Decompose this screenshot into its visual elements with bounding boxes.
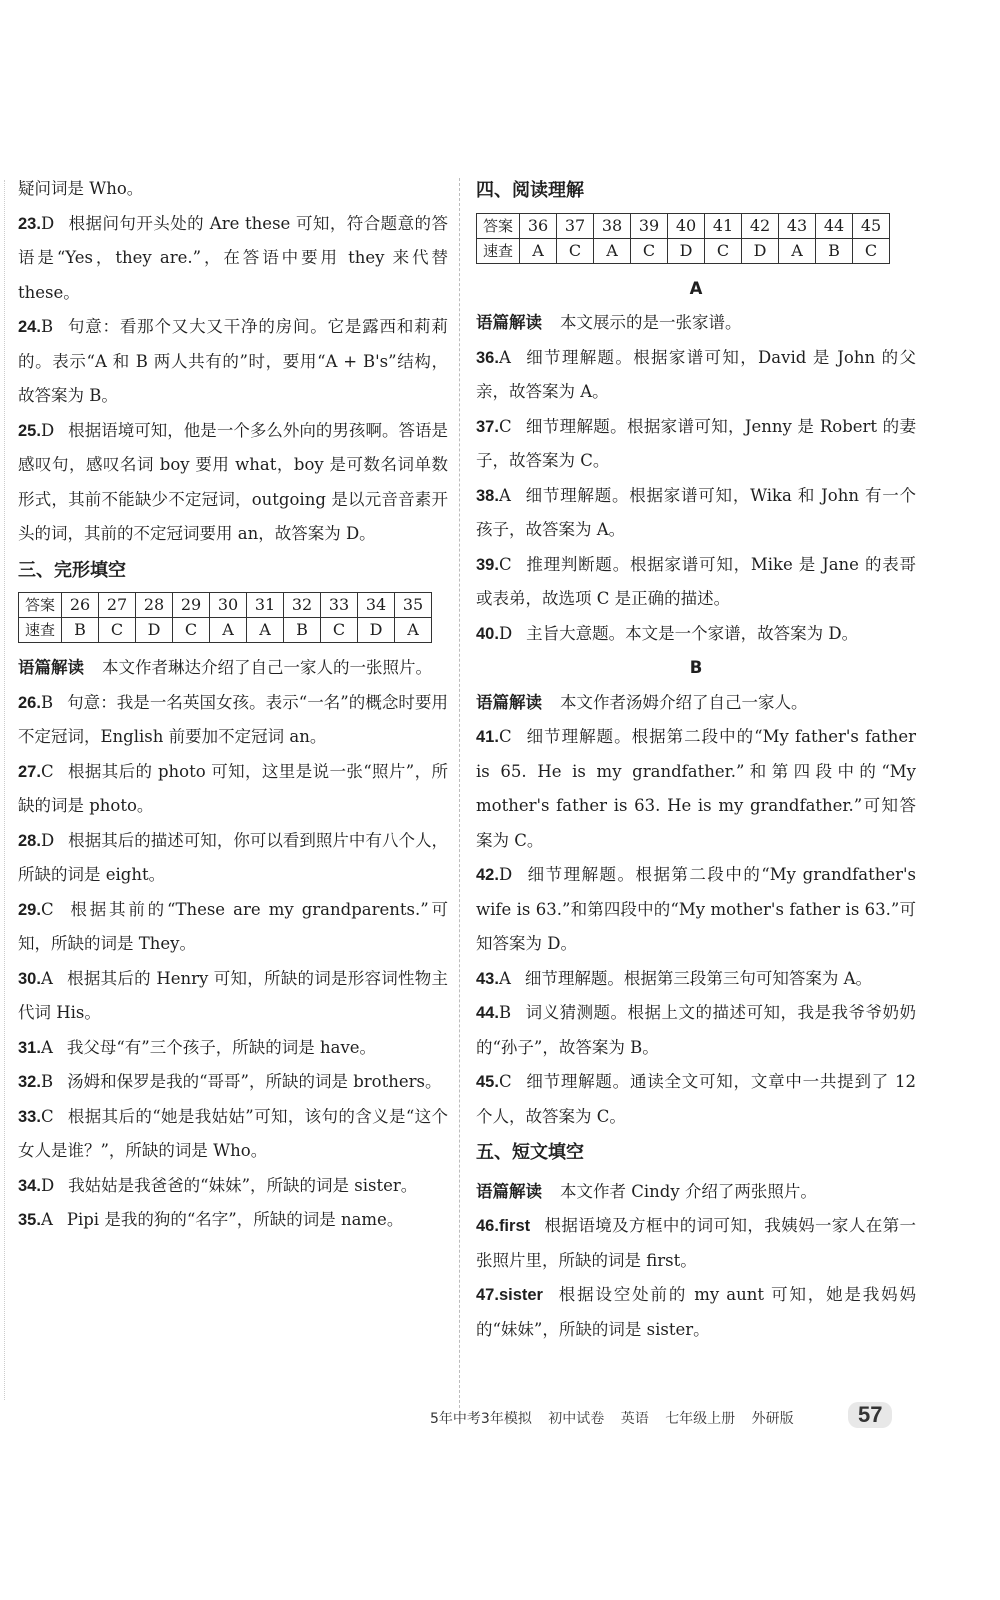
table-header-label: 答案	[477, 213, 520, 238]
answer-item: 37.C 细节理解题。根据家谱可知，Jenny 是 Robert 的妻子，故答案为 C。	[476, 416, 916, 470]
table-cell: C	[557, 238, 594, 263]
table-cell: 40	[668, 213, 705, 238]
answer-item: 32.B 汤姆和保罗是我的“哥哥”，所缺的词是 brothers。	[18, 1072, 442, 1091]
column-divider	[459, 178, 460, 1408]
table-cell: D	[136, 618, 173, 643]
answer-item: 38.A 细节理解题。根据家谱可知，Wika 和 John 有一个孩子，故答案为 A。	[476, 485, 916, 539]
table-cell: D	[358, 618, 395, 643]
answer-item: 47.sister 根据设空处前的 my aunt 可知，她是我妈妈的“妹妹”，所缺的词是 sister。	[476, 1285, 916, 1339]
reading-summary: 语篇解读 本文作者汤姆介绍了自己一家人。	[476, 692, 808, 712]
intro-line: 疑问词是 Who。	[18, 179, 144, 198]
table-cell: 33	[321, 593, 358, 618]
table-cell: 28	[136, 593, 173, 618]
table-cell: C	[321, 618, 358, 643]
table-cell: 31	[247, 593, 284, 618]
part-heading-b: B	[689, 658, 703, 677]
table-cell: C	[853, 238, 890, 263]
table-cell: C	[173, 618, 210, 643]
table-cell: 34	[358, 593, 395, 618]
answer-list-reading-b	[476, 720, 916, 1134]
page-edge-shadow	[4, 180, 7, 1400]
answer-item: 24.B 句意：看那个又大又干净的房间。它是露西和莉莉的。表示“A 和 B 两人共有的”时，要用“A + B's”结构，故答案为 B。	[18, 317, 448, 405]
table-cell: 30	[210, 593, 247, 618]
answer-item: 39.C 推理判断题。根据家谱可知，Mike 是 Jane 的表哥或表弟，故选项 C 是正确的描述。	[476, 554, 916, 608]
section-title-gap-fill: 五、短文填空	[476, 1142, 584, 1163]
table-row	[477, 213, 890, 238]
answer-item: 30.A 根据其后的 Henry 可知，所缺的词是形容词性物主代词 His。	[18, 968, 448, 1022]
answer-item: 28.D 根据其后的描述可知，你可以看到照片中有八个人，所缺的词是 eight。	[18, 830, 448, 884]
answer-item: 46.first 根据语境及方框中的词可知，我姨妈一家人在第一张照片里，所缺的词是 first。	[476, 1216, 916, 1270]
reading-summary: 语篇解读 本文展示的是一张家谱。	[476, 313, 742, 332]
table-cell: 27	[99, 593, 136, 618]
table-cell: C	[705, 238, 742, 263]
answer-item: 44.B 词义猜测题。根据上文的描述可知，我是我爷爷奶奶的“孙子”，故答案为 B。	[476, 1003, 916, 1057]
table-cell: 43	[779, 213, 816, 238]
left-column	[18, 172, 448, 1238]
table-cell: C	[99, 618, 136, 643]
answer-item: 27.C 根据其后的 photo 可知，这里是说一张“照片”，所缺的词是 photo。	[18, 761, 448, 815]
table-cell: C	[631, 238, 668, 263]
table-row-label: 速查	[19, 618, 62, 643]
answer-item: 26.B 句意：我是一名英国女孩。表示“一名”的概念时要用不定冠词，English 前要加不定冠词 an。	[18, 692, 448, 746]
table-cell: D	[668, 238, 705, 263]
table-cell: 37	[557, 213, 594, 238]
right-column	[476, 172, 916, 1347]
table-header-label: 答案	[19, 593, 62, 618]
answer-item: 23.D 根据问句开头处的 Are these 可知，符合题意的答语是“Yes，they are.”，在答语中要用 they 来代替 these。	[18, 213, 448, 302]
reading-summary: 语篇解读 本文作者琳达介绍了自己一家人的一张照片。	[18, 658, 432, 677]
table-cell: 35	[395, 593, 432, 618]
section-title-reading: 四、阅读理解	[476, 180, 584, 201]
answer-item: 42.D 细节理解题。根据第二段中的“My grandfather's wife is 63.”和第四段中的“My mother's father is 63.”可知答案为 D。	[476, 865, 916, 953]
table-cell: A	[247, 618, 284, 643]
answer-item: 43.A 细节理解题。根据第三段第三句可知答案为 A。	[476, 968, 873, 988]
table-cell: 26	[62, 593, 99, 618]
table-cell: D	[742, 238, 779, 263]
answer-item: 35.A Pipi 是我的狗的“名字”，所缺的词是 name。	[18, 1210, 404, 1229]
answer-item: 36.A 细节理解题。根据家谱可知，David 是 John 的父亲，故答案为 A。	[476, 347, 916, 401]
table-cell: B	[62, 618, 99, 643]
answer-item: 40.D 主旨大意题。本文是一个家谱，故答案为 D。	[476, 623, 859, 643]
table-row	[19, 593, 432, 618]
answer-list-b	[18, 686, 448, 1238]
table-cell: 32	[284, 593, 321, 618]
table-cell: 39	[631, 213, 668, 238]
table-cell: 38	[594, 213, 631, 238]
part-heading-a: A	[689, 278, 703, 298]
answer-item: 29.C 根据其前的“These are my grandparents.”可知，所缺的词是 They。	[18, 899, 448, 953]
answer-list-reading-a	[476, 341, 916, 652]
table-cell: B	[284, 618, 321, 643]
answer-table-reading	[476, 213, 890, 264]
table-row	[477, 238, 890, 263]
answer-item: 33.C 根据其后的“她是我姑姑”可知，该句的含义是“这个女人是谁？”，所缺的词是 Who。	[18, 1106, 448, 1160]
table-cell: 41	[705, 213, 742, 238]
table-cell: 45	[853, 213, 890, 238]
table-row-label: 速查	[477, 238, 520, 263]
reading-summary: 语篇解读 本文作者 Cindy 介绍了两张照片。	[476, 1181, 817, 1201]
table-cell: A	[210, 618, 247, 643]
table-cell: A	[594, 238, 631, 263]
page-footer	[430, 1408, 806, 1428]
page-number: 57	[848, 1402, 892, 1428]
table-cell: 29	[173, 593, 210, 618]
footer-grade: 七年级上册	[665, 1411, 736, 1427]
answer-item: 34.D 我姑姑是我爸爸的“妹妹”，所缺的词是 sister。	[18, 1175, 418, 1195]
table-cell: A	[395, 618, 432, 643]
answer-item: 45.C 细节理解题。通读全文可知，文章中一共提到了 12 个人，故答案为 C。	[476, 1072, 916, 1126]
footer-subject: 英语	[620, 1411, 649, 1427]
answer-item: 41.C 细节理解题。根据第二段中的“My father's father is 65. He is my grandfather.”和第四段中的“My mother's father is 63. He is my grandfather.”可知答案为 C。	[476, 727, 916, 850]
table-cell: A	[520, 238, 557, 263]
table-cell: A	[779, 238, 816, 263]
answer-list-a	[18, 207, 448, 552]
section-title-cloze: 三、完形填空	[18, 559, 126, 581]
footer-series: 5年中考3年模拟	[430, 1411, 532, 1427]
footer-type: 初中试卷	[548, 1411, 605, 1427]
table-cell: 42	[742, 213, 779, 238]
answer-list-gap-fill	[476, 1209, 916, 1347]
table-cell: 44	[816, 213, 853, 238]
answer-item: 31.A 我父母“有”三个孩子，所缺的词是 have。	[18, 1037, 377, 1057]
table-cell: 36	[520, 213, 557, 238]
footer-edition: 外研版	[751, 1411, 794, 1427]
table-cell: B	[816, 238, 853, 263]
table-row	[19, 618, 432, 643]
answer-table-cloze	[18, 592, 432, 643]
answer-item: 25.D 根据语境可知，他是一个多么外向的男孩啊。答语是感叹句，感叹名词 boy 要用 what，boy 是可数名词单数形式，其前不能缺少不定冠词，outgoing 是以元音音素开头的词，其前的不定冠词要用 an，故答案为 D。	[18, 420, 448, 543]
